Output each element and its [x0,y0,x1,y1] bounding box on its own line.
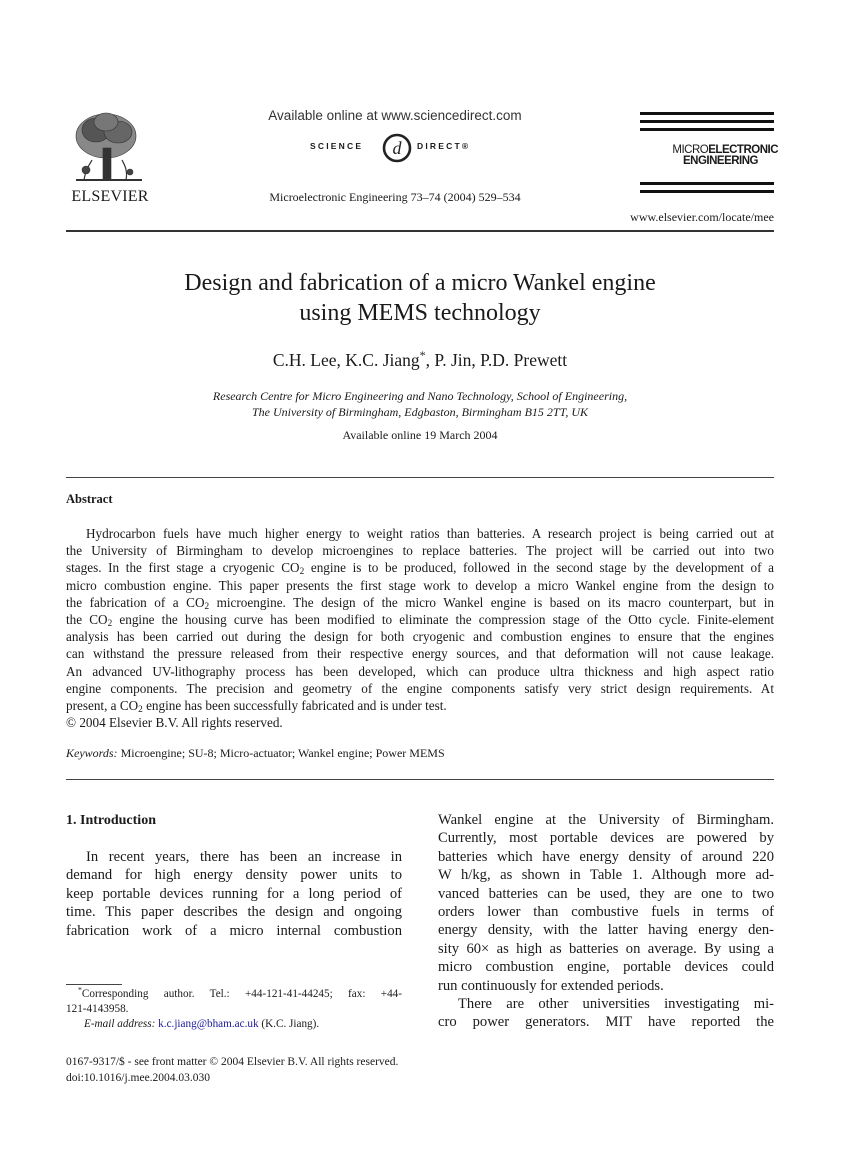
keywords-label: Keywords: [66,746,118,760]
body-line: Currently, most portable devices are powered by [438,830,774,847]
authors [66,350,774,371]
svg-text:d: d [392,138,402,158]
email-label: E-mail address: [84,1018,156,1030]
title-line-2: using MEMS technology [299,300,541,326]
affiliation [66,388,774,420]
journal-logo-rule-2 [640,120,774,123]
abstract-line: can withstand the pressure released from their respective energy sources, and that deformation will not cause leakage. [66,646,774,662]
authors-part-2: , P. Jin, P.D. Prewett [425,350,568,370]
abstract-line: An advanced UV-lithography process has been developed, which can produce ultra thickness and high aspect ratio [66,663,774,679]
footnote-rule [66,984,122,985]
journal-logo-rule-3 [640,128,774,131]
journal-logo-rule-4 [640,182,774,185]
body-line: sity 60× as high as batteries on average. By using a [438,940,774,957]
abstract-text: stages. In the first stage a cryogenic CO [66,560,300,576]
abstract-text: the fabrication of a CO [66,594,205,610]
affiliation-line-1: Research Centre for Micro Engineering and Nano Technology, School of Engineering, [212,389,628,403]
body-line: batteries which have energy density of around 220 [438,848,774,865]
paper-title [66,268,774,328]
sd-left-text: SCIENCE [310,141,364,151]
abstract-line [66,559,774,576]
abstract-text: present, a CO [66,698,139,714]
journal-logo-electronic: ELECTRONIC [708,144,778,156]
body-line: demand for high energy density power units to [66,867,402,884]
subscript: 2 [204,600,210,611]
available-online-date: Available online 19 March 2004 [342,428,498,442]
body-line: There are other universities investigating mi- [458,996,774,1013]
abstract-bottom-rule [66,779,774,780]
footnote-line-2: 121-4143958. [66,1003,129,1015]
body-line: W h/kg, as shown in Table 1. Although more ad- [438,867,774,884]
abstract-line: the University of Birmingham to develop microengines to replace batteries. The project will be carried out into two [66,543,774,559]
journal-citation: Microelectronic Engineering 73–74 (2004) 529–534 [269,190,521,204]
body-line: Wankel engine at the University of Birmingham. [438,812,774,828]
body-line: time. This paper describes the design and ongoing [66,904,402,921]
abstract-text: engine the housing curve has been modified to eliminate the compression stage of the Otto cycle. Finite-element [112,612,774,628]
right-column-body [438,811,774,1032]
abstract-line: micro combustion engine. This paper presents the first stage work to develop a micro Wankel engine from the design to [66,577,774,593]
journal-logo-micro: MICRO [672,144,709,156]
authors-part-1: C.H. Lee, K.C. Jiang [272,350,420,370]
elsevier-tree-logo [66,108,152,188]
abstract-line [66,697,774,714]
journal-logo-rule-1 [640,112,774,115]
title-line-1: Design and fabrication of a micro Wankel engine [184,270,656,296]
affiliation-line-2: The University of Birmingham, Edgbaston, Birmingham B15 2TT, UK [251,405,589,419]
abstract-top-rule [66,477,774,478]
corresponding-marker[interactable]: * [419,348,426,363]
journal-logo-rule-5 [640,190,774,193]
body-line: orders lower than combustive fuels in terms of [438,904,774,921]
journal-logo-engineering: ENGINEERING [682,155,758,167]
journal-url[interactable]: www.elsevier.com/locate/mee [630,210,774,224]
footnote-email-line [66,1017,402,1032]
abstract-line [66,594,774,611]
footnote-marker: * [78,985,82,995]
issn-copyright: 0167-9317/$ - see front matter © 2004 Elsevier B.V. All rights reserved. [66,1056,399,1068]
abstract-text: microengine. The design of the micro Wankel engine is based on its macro counterpart, but in [209,594,774,610]
body-line: In recent years, there has been an increase in [86,849,402,865]
body-line: vanced batteries can be used, they are one to two [438,885,774,902]
abstract-text: the CO [66,612,108,628]
abstract-line: analysis has been carried out during the design for both cryogenic and combustion engines to ensure that the engines [66,629,774,645]
body-line: run continuously for extended periods. [438,977,664,994]
body-line: energy density, with the latter having energy den- [438,922,774,939]
subscript: 2 [299,566,305,577]
body-line: fabrication work of a micro internal combustion [66,922,402,939]
subscript: 2 [107,618,113,629]
sd-right-text: DIRECT® [417,141,471,151]
abstract-line: Hydrocarbon fuels have much higher energy to weight ratios than batteries. A research project is being carried out at [86,526,774,541]
page-footer [66,1054,398,1086]
abstract-heading: Abstract [66,492,113,506]
keywords [66,746,774,761]
sd-at-icon [380,133,414,163]
email-link[interactable]: k.c.jiang@bham.ac.uk [158,1018,259,1030]
body-line: keep portable devices running for a long period of [66,885,402,902]
section-heading: 1. Introduction [66,813,156,828]
abstract-line [66,611,774,628]
abstract-copyright: © 2004 Elsevier B.V. All rights reserved. [66,715,283,731]
body-line: micro combustion engine, portable devices could [438,959,774,976]
left-column-body [66,848,402,940]
sciencedirect-banner: Available online at www.sciencedirect.com [268,108,522,123]
body-line: cro power generators. MIT have reported the [438,1014,774,1031]
abstract-text: engine is to be produced, followed in the second stage by the development of a [304,560,775,576]
abstract-body [66,525,774,731]
journal-logo [638,145,778,167]
footnote [66,987,402,1032]
footnote-text: Corresponding author. Tel.: +44-121-41-44245; fax: +44- [81,988,402,1000]
footnote-line-1 [66,987,402,1002]
sciencedirect-logo [310,133,490,163]
keywords-text: Microengine; SU-8; Micro-actuator; Wankel engine; Power MEMS [117,746,445,760]
email-suffix: (K.C. Jiang). [258,1018,320,1030]
subscript: 2 [138,704,143,715]
abstract-line: engine components. The precision and geometry of the engine components satisfy very strict design requirements. At [66,680,774,696]
publisher-name: ELSEVIER [71,188,149,205]
doi[interactable]: doi:10.1016/j.mee.2004.03.030 [66,1072,211,1084]
abstract-text: engine has been successfully fabricated and is under test. [142,698,447,714]
header-rule [66,230,774,232]
